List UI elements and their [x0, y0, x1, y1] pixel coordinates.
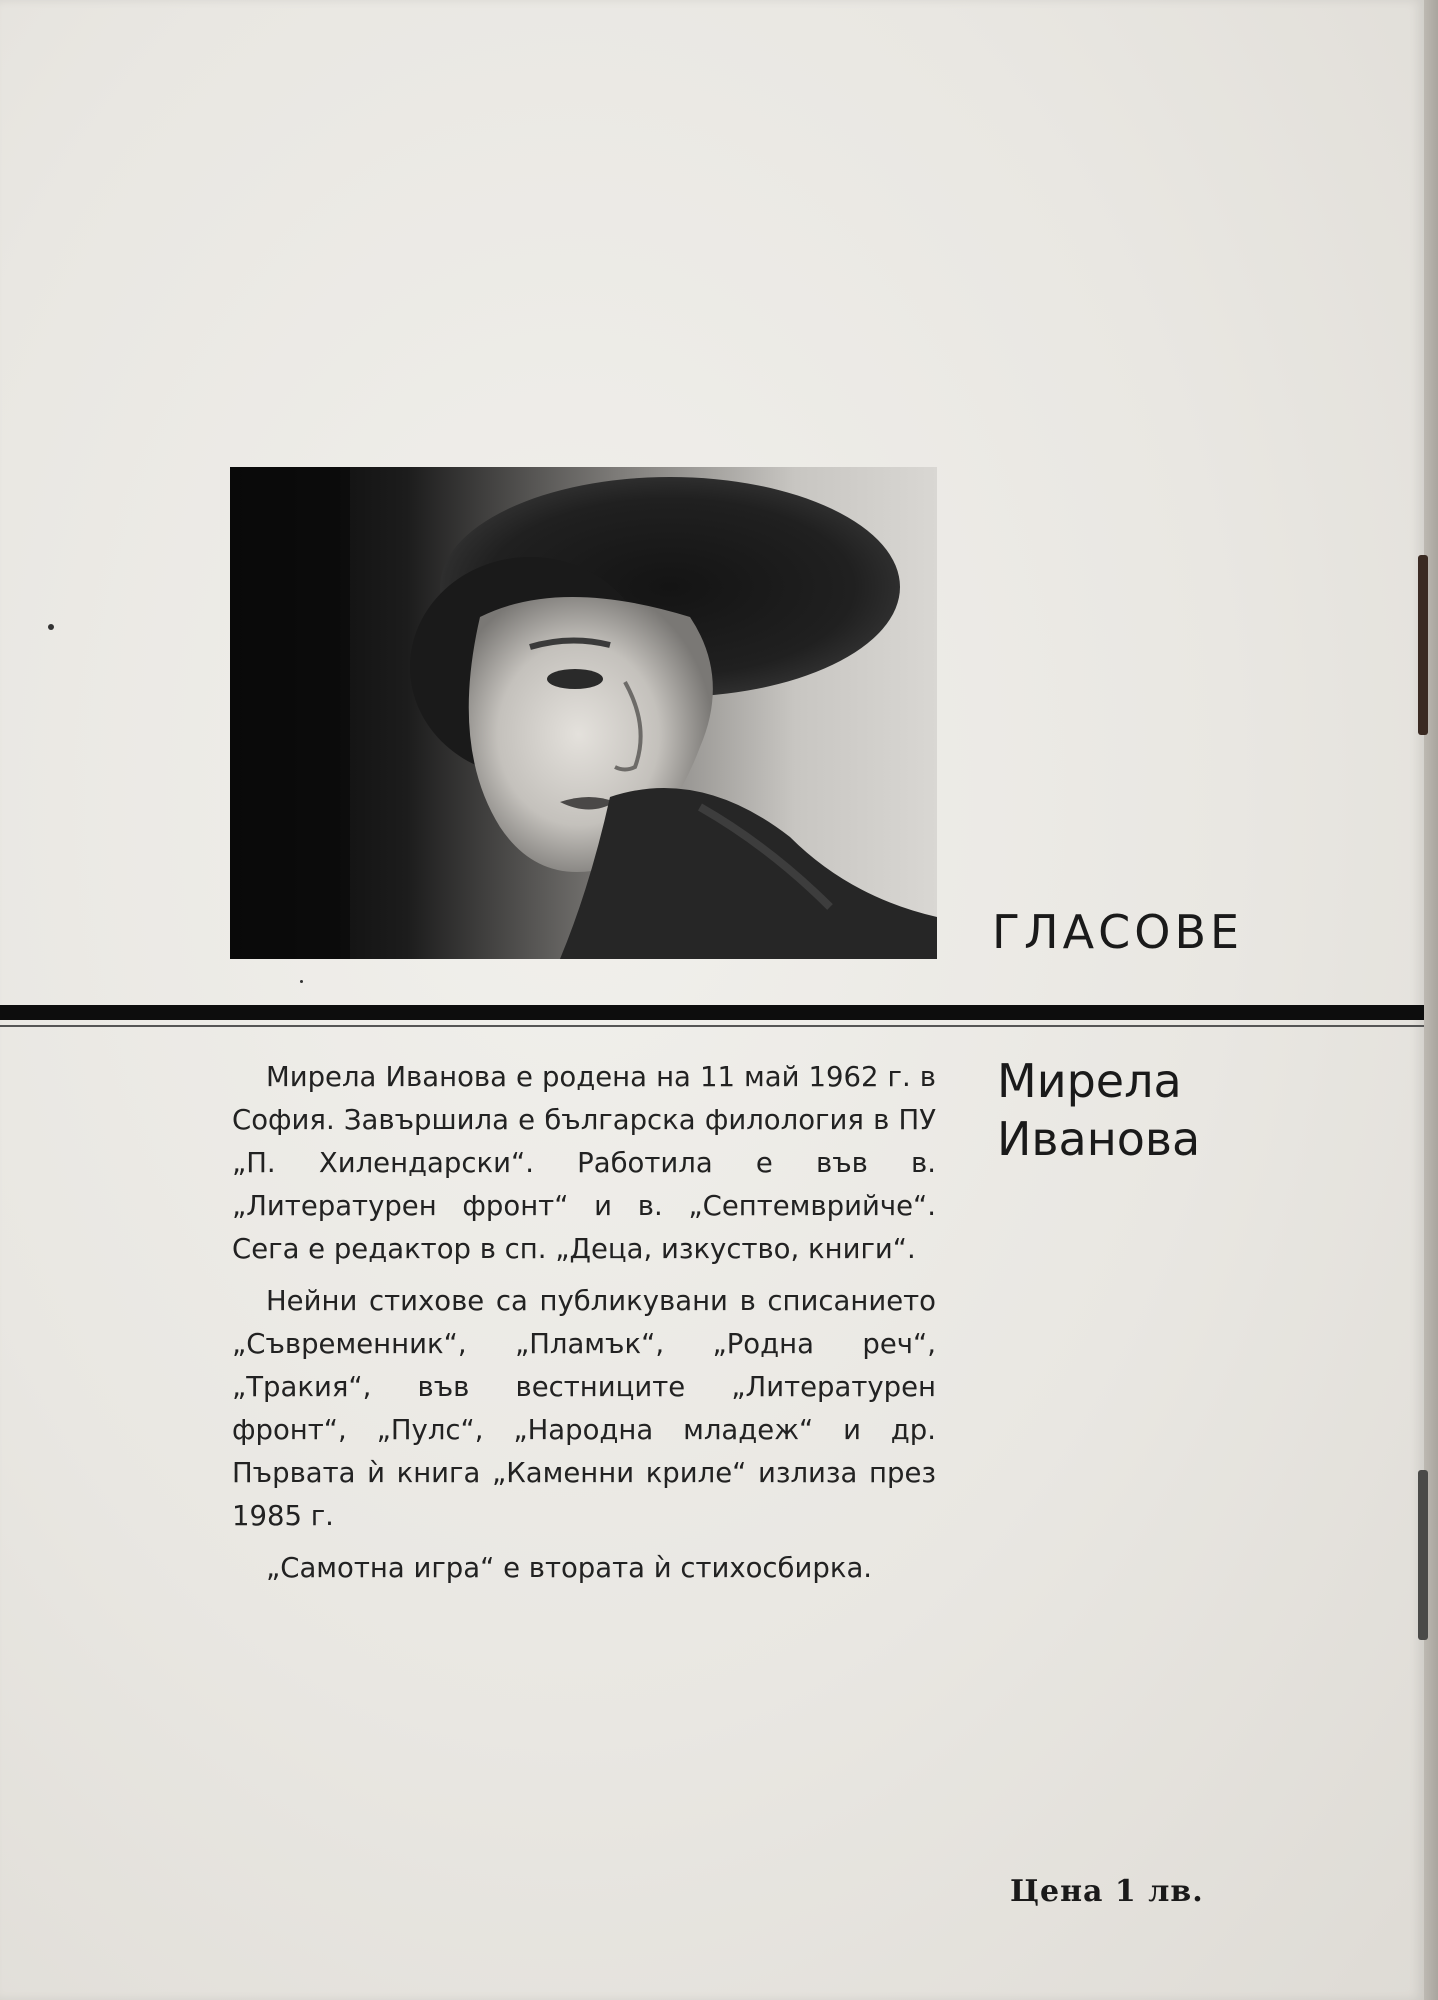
paper-speck [300, 980, 303, 983]
bio-paragraph-2: Нейни стихове са публикувани в списанието „Съвременник“, „Пламък“, „Родна реч“, „Тракия“, във вестниците „Литературен фронт“, „Пулс“, „Народна младеж“ и др. Първата ѝ книга „Каменни криле“ излиза през 1985 г. [232, 1285, 936, 1532]
horizontal-rule [0, 1005, 1424, 1020]
horizontal-rule-thin [0, 1025, 1424, 1027]
price-label: Цена 1 лв. [1010, 1874, 1204, 1909]
binding-staple-bottom [1418, 1470, 1428, 1640]
paper-speck [48, 624, 54, 630]
author-bio [232, 1056, 936, 1599]
portrait-illustration [230, 467, 937, 959]
series-title: ГЛАСОВЕ [992, 905, 1244, 959]
bio-paragraph-3: „Самотна игра“ е втората ѝ стихосбирка. [266, 1552, 873, 1584]
author-last-name: Иванова [997, 1112, 1201, 1166]
author-portrait-photo [230, 467, 937, 959]
author-name [997, 1052, 1200, 1168]
author-first-name: Мирела [997, 1054, 1182, 1108]
bio-paragraph-1: Мирела Иванова е родена на 11 май 1962 г. в София. Завършила е българска филология в ПУ „П. Хилендарски“. Работила е във в. „Литературен фронт“ и в. „Септемврийче“. Сега е редактор в сп. „Деца, изкуство, книги“. [232, 1061, 936, 1265]
binding-staple-top [1418, 555, 1428, 735]
page-edge [1424, 0, 1438, 2000]
